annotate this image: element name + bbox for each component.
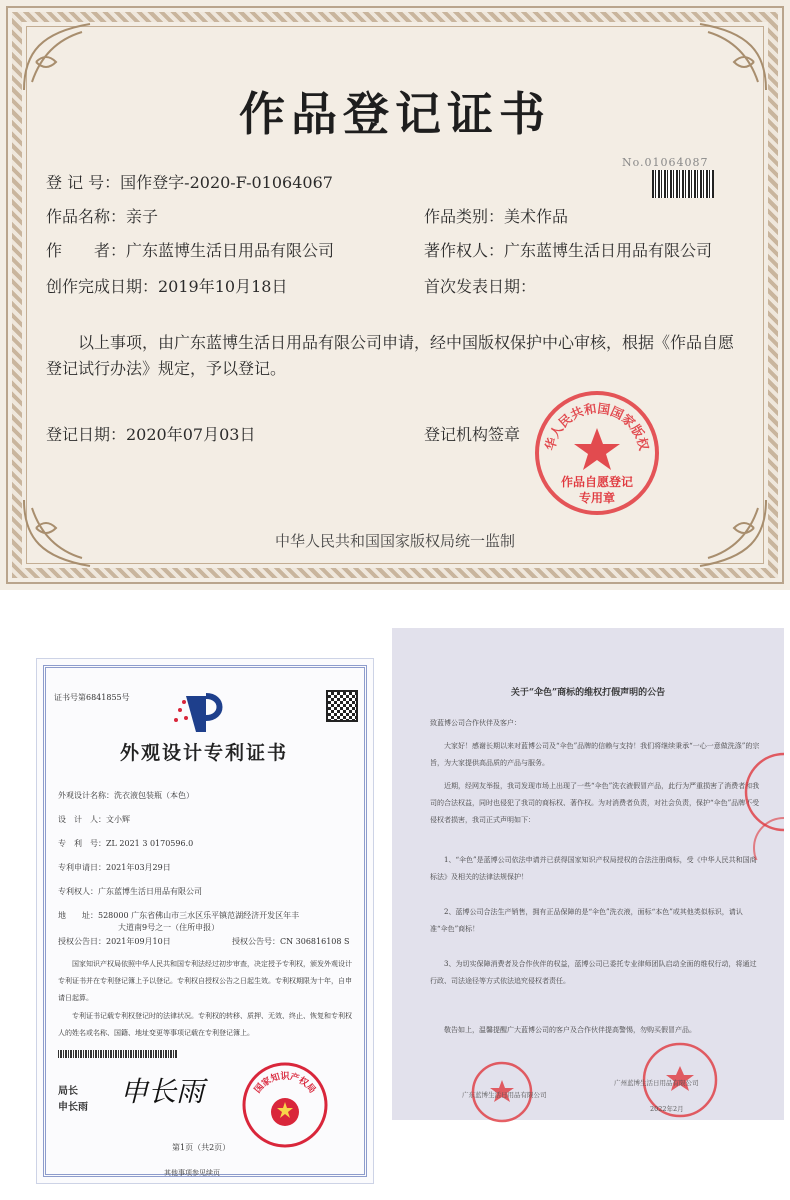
completion-date: 创作完成日期：2019年10月18日 bbox=[46, 277, 288, 296]
application-date: 专利申请日：2021年03月29日 bbox=[58, 863, 171, 872]
serial-number: No.01064087 bbox=[622, 156, 709, 169]
signature-left-company: 广东蓝博生活日用品有限公司 bbox=[462, 1091, 547, 1099]
barcode-icon bbox=[652, 170, 714, 198]
page-edge-seal bbox=[742, 750, 784, 860]
svg-text:专用章: 专用章 bbox=[578, 491, 616, 505]
letter-paragraph-2: 近期，经网友举报，我司发现市场上出现了一些“伞色”洗衣液假冒产品，此行为严重损害了消费者和我司的合法权益，同时也侵犯了我司的商标权、著作权。为对消费者负责，对社会负责，保护“伞色”品牌不受侵权者损害，我司正式声明如下： bbox=[430, 782, 760, 824]
patent-barcode-icon bbox=[58, 1050, 178, 1058]
page-indicator: 第1页（共2页） bbox=[172, 1143, 231, 1152]
letter-paragraph-3: 1、“伞色”是蓝博公司依法申请并已获得国家知识产权局授权的合法注册商标，受《中华人民共和国商标法》及相关的法律法规保护！ bbox=[430, 856, 757, 881]
address-line-2: 大道南9号之一（住所申报） bbox=[118, 923, 220, 932]
cnipa-logo-icon bbox=[172, 692, 232, 736]
patentee: 专利权人：广东蓝博生活日用品有限公司 bbox=[58, 887, 202, 896]
registration-date: 登记日期：2020年07月03日 bbox=[46, 425, 256, 444]
patent-statement-2: 专利证书记载专利权登记时的法律状况。专利权的转移、质押、无效、终止、恢复和专利权人的姓名或名称、国籍、地址变更等事项记载在专利登记簿上。 bbox=[58, 1012, 352, 1037]
work-category: 作品类别：美术作品 bbox=[424, 207, 569, 226]
letter-paragraph-1: 大家好！感谢长期以来对蓝博公司及“伞色”品牌的信赖与支持！我们将继续秉承“一心一意做洗涤”的宗旨，为大家提供高品质的产品与服务。 bbox=[430, 742, 760, 767]
work-name: 作品名称：亲子 bbox=[46, 207, 159, 226]
svg-text:国家知识产权局: 国家知识产权局 bbox=[252, 1072, 318, 1096]
patent-number: 专 利 号：ZL 2021 3 0170596.0 bbox=[58, 839, 194, 848]
copyright-office-seal bbox=[532, 388, 662, 518]
copyright-owner: 著作权人：广东蓝博生活日用品有限公司 bbox=[424, 241, 713, 260]
certificate-title: 作品登记证书 bbox=[239, 87, 551, 141]
svg-text:作品自愿登记: 作品自愿登记 bbox=[560, 475, 634, 489]
certificate-footer: 中华人民共和国国家版权局统一监制 bbox=[274, 532, 515, 550]
registration-number: 登 记 号：国作登字-2020-F-01064067 bbox=[46, 173, 333, 192]
copyright-certificate bbox=[0, 0, 790, 590]
patent-title: 外观设计专利证书 bbox=[119, 742, 288, 764]
registration-statement: 以上事项，由广东蓝博生活日用品有限公司申请，经中国版权保护中心审核，根据《作品自愿登记试行办法》规定，予以登记。 bbox=[46, 333, 735, 378]
letter-paragraph-6: 敬告如上，温馨提醒广大蓝博公司的客户及合作伙伴提高警惕，勿购买假冒产品。 bbox=[444, 1026, 696, 1034]
first-publication-date: 首次发表日期： bbox=[424, 277, 537, 296]
letter-date: 2022年2月 bbox=[650, 1105, 684, 1113]
letter-paragraph-5: 3、为切实保障消费者及合作伙伴的权益，蓝博公司已委托专业律师团队启动全面的维权行动，将通过行政、司法途径等方式依法追究侵权者责任。 bbox=[430, 960, 757, 985]
design-name: 外观设计名称：洗衣液包装瓶（本色） bbox=[58, 791, 194, 800]
director-signature: 申长雨 bbox=[120, 1075, 205, 1108]
letter-greeting: 致蓝博公司合作伙伴及客户： bbox=[430, 719, 521, 727]
seal-label: 登记机构签章 bbox=[424, 425, 521, 444]
patent-statement-1: 国家知识产权局依照中华人民共和国专利法经过初步审查，决定授予专利权，颁发外观设计专利证书并在专利登记簿上予以登记。专利权自授权公告之日起生效。专利权期限为十年，自申请日起算。 bbox=[58, 960, 352, 1002]
letter-paragraph-4: 2、蓝博公司合法生产销售，拥有正品保障的是“伞色”洗衣液，面标“本色”或其他类似标识，请认准“伞色”商标！ bbox=[430, 908, 743, 933]
patent-note: 其他事项参见续页 bbox=[164, 1169, 220, 1177]
director-label: 局长 bbox=[58, 1086, 78, 1097]
patent-office-seal bbox=[240, 1060, 330, 1150]
grant-number: 授权公告号：CN 306816108 S bbox=[232, 937, 350, 946]
address-line-1: 地 址：528000 广东省佛山市三水区乐平镇范湖经济开发区年丰 bbox=[58, 911, 300, 920]
designer: 设 计 人：文小辉 bbox=[58, 815, 130, 824]
author: 作 者：广东蓝博生活日用品有限公司 bbox=[46, 241, 335, 260]
signature-right-company: 广州蓝博生活日用品有限公司 bbox=[614, 1079, 699, 1087]
letter-title: 关于“伞色”商标的维权打假声明的公告 bbox=[510, 688, 666, 698]
grant-date: 授权公告日：2021年09月10日 bbox=[58, 937, 171, 946]
qr-code-icon bbox=[326, 690, 358, 722]
svg-text:中华人民共和国国家版权局: 华人民共和国国家版权 bbox=[542, 400, 652, 452]
patent-certificate-number: 证书号第6841855号 bbox=[54, 693, 130, 702]
director-name: 申长雨 bbox=[58, 1102, 88, 1113]
